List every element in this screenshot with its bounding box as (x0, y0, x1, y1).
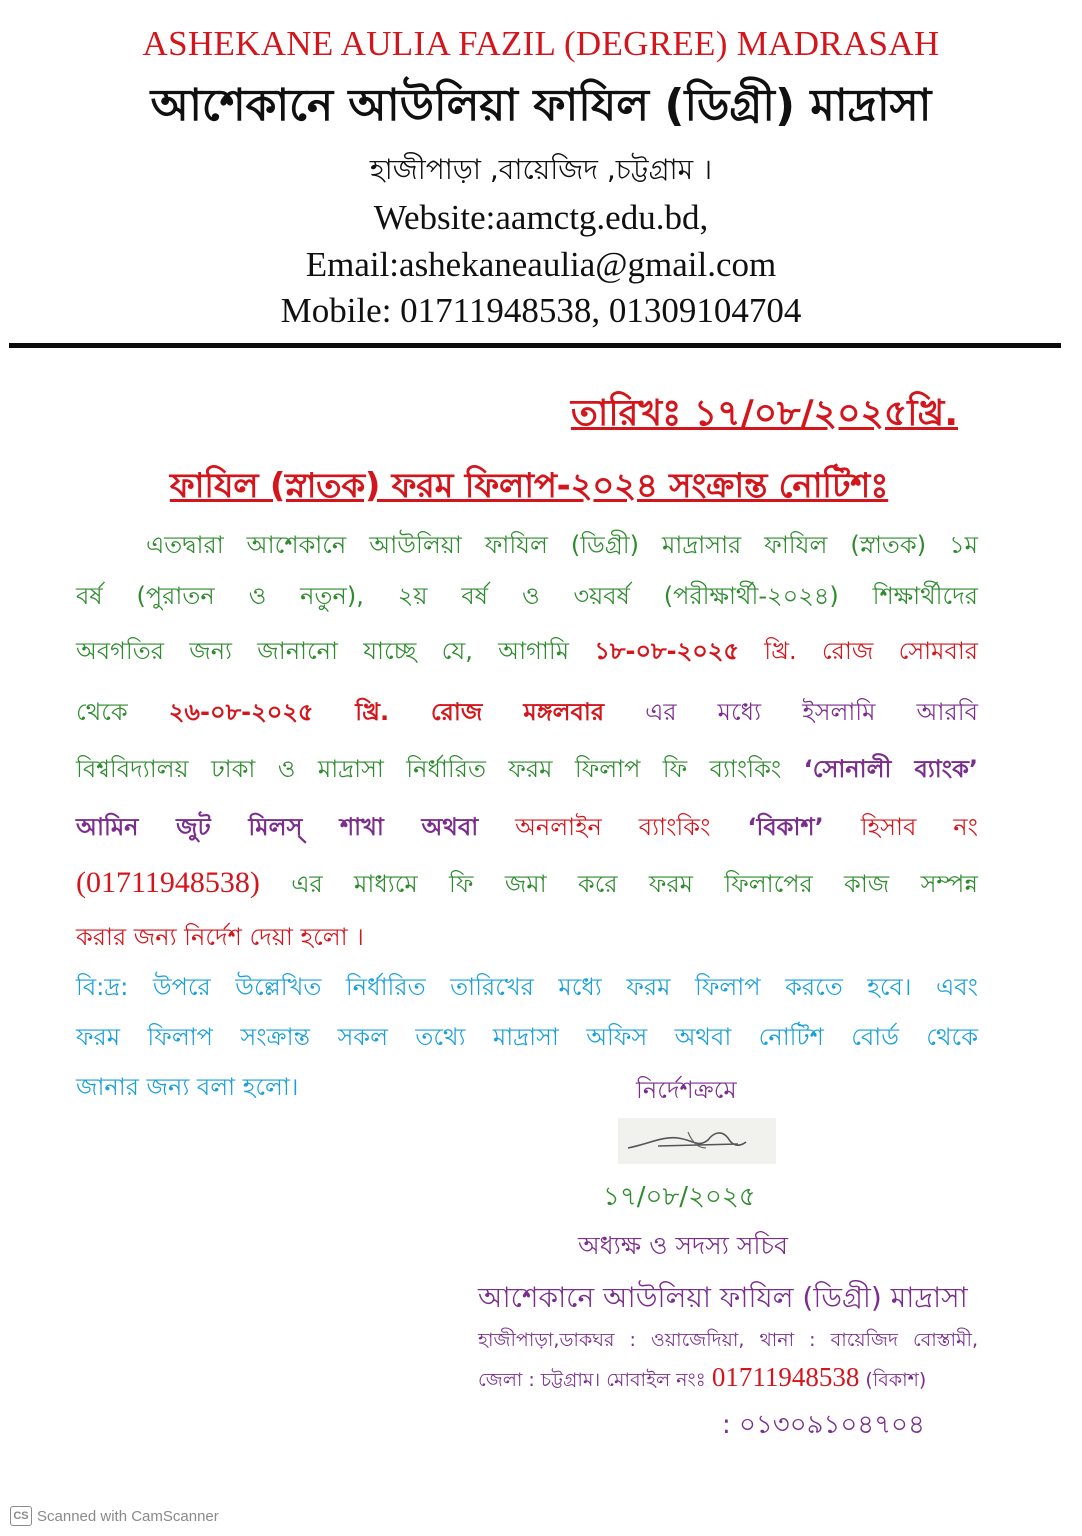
notice-body-line-3 (76, 634, 978, 668)
signatory-mobile-2: : ০১৩০৯১০৪৭০৪ (722, 1410, 925, 1440)
online-banking-text: অনলাইন ব্যাংকিং (515, 813, 711, 841)
start-day: খ্রি. রোজ সোমবার (764, 637, 978, 665)
notice-body-line-5 (76, 752, 978, 786)
notice-body-line-7 (76, 866, 978, 901)
notice-body-line-2: বর্ষ (পুরাতন ও নতুন), ২য় বর্ষ ও ৩য়বর্ষ (পরীক্ষার্থী-২০২৪) শিক্ষার্থীদের (76, 582, 978, 610)
camscanner-watermark (10, 1506, 219, 1526)
camscanner-text: Scanned with CamScanner (37, 1507, 219, 1525)
by-order-text: নির্দেশক্রমে (636, 1076, 737, 1104)
notice-body-text: বিশ্ববিদ্যালয় ঢাকা ও মাদ্রাসা নির্ধারিত ফরম ফিলাপ ফি ব্যাংকিং (76, 755, 782, 783)
notice-body-line-8: করার জন্য নির্দেশ দেয়া হলো । (76, 923, 364, 951)
notice-body-text: এর মধ্যে ইসলামি আরবি (645, 698, 978, 726)
note-line-3: জানার জন্য বলা হলো। (76, 1073, 299, 1101)
bkash-name: ‘বিকাশ’ (747, 813, 824, 841)
institution-name-english: ASHEKANE AULIA FAZIL (DEGREE) MADRASAH (142, 24, 940, 63)
start-date: ১৮-০৮-২০২৫ (594, 637, 739, 665)
bkash-account-number: (01711948538) (76, 866, 260, 899)
signatory-mobile: 01711948538 (711, 1362, 860, 1392)
signature-image (618, 1118, 776, 1164)
notice-body-text: এর মাধ্যমে ফি জমা করে ফরম ফিলাপের কাজ সম্পন্ন (291, 870, 978, 898)
note-line-2: ফরম ফিলাপ সংক্রান্ত সকল তথ্যে মাদ্রাসা অফিস অথবা নোটিশ বোর্ড থেকে (76, 1023, 978, 1051)
signatory-address-line-1: হাজীপাড়া,ডাকঘর : ওয়াজেদিয়া, থানা : বায়েজিদ বোস্তামী, (478, 1329, 978, 1351)
notice-body-line-1 (76, 528, 978, 562)
signatory-mobile-note: (বিকাশ) (865, 1369, 927, 1391)
website-text: Website:aamctg.edu.bd, (373, 198, 709, 237)
email-text: Email:ashekaneaulia@gmail.com (305, 245, 777, 284)
end-date: ২৬-০৮-২০২৫ খ্রি. রোজ (168, 698, 483, 726)
notice-date: তারিখঃ ১৭/০৮/২০২৫খ্রি. (570, 393, 958, 434)
notice-body-line-6 (76, 810, 978, 844)
mobile-text: Mobile: 01711948538, 01309104704 (280, 291, 802, 330)
bank-name: ‘সোনালী ব্যাংক’ (803, 755, 978, 783)
notice-body-text: এতদ্বারা আশেকানে আউলিয়া ফাযিল (ডিগ্রী) মাদ্রাসার ফাযিল (স্নাতক) ১ম (146, 531, 978, 559)
header-divider (9, 343, 1061, 348)
bank-branch: আমিন জুট মিলস্ শাখা অথবা (76, 813, 479, 841)
notice-title: ফাযিল (স্নাতক) ফরম ফিলাপ-২০২৪ সংক্রান্ত নোটিশঃ (169, 466, 889, 506)
notice-body-line-4 (76, 695, 978, 729)
signatory-title: অধ্যক্ষ ও সদস্য সচিব (578, 1231, 788, 1260)
institution-name-bangla: আশেকানে আউলিয়া ফাযিল (ডিগ্রী) মাদ্রাসা (150, 80, 932, 131)
note-line-1: বি:দ্র: উপরে উল্লেখিত নির্ধারিত তারিখের মধ্যে ফরম ফিলাপ করতে হবে। এবং (76, 973, 978, 1001)
signature-date: ১৭/০৮/২০২৫ (603, 1182, 756, 1212)
account-no-label: হিসাব নং (860, 813, 978, 841)
signatory-institution: আশেকানে আউলিয়া ফাযিল (ডিগ্রী) মাদ্রাসা (478, 1281, 968, 1314)
notice-body-text: থেকে (76, 698, 128, 726)
institution-address: হাজীপাড়া ,বায়েজিদ ,চট্টগ্রাম । (369, 153, 713, 186)
camscanner-logo-icon: CS (10, 1506, 32, 1526)
notice-body-text: অবগতির জন্য জানানো যাচ্ছে যে, আগামি (76, 637, 570, 665)
end-day: মঙ্গলবার (523, 698, 605, 726)
signatory-address-line-2 (478, 1362, 926, 1398)
signatory-address-text: জেলা : চট্টগ্রাম। মোবাইল নংঃ (478, 1369, 706, 1391)
